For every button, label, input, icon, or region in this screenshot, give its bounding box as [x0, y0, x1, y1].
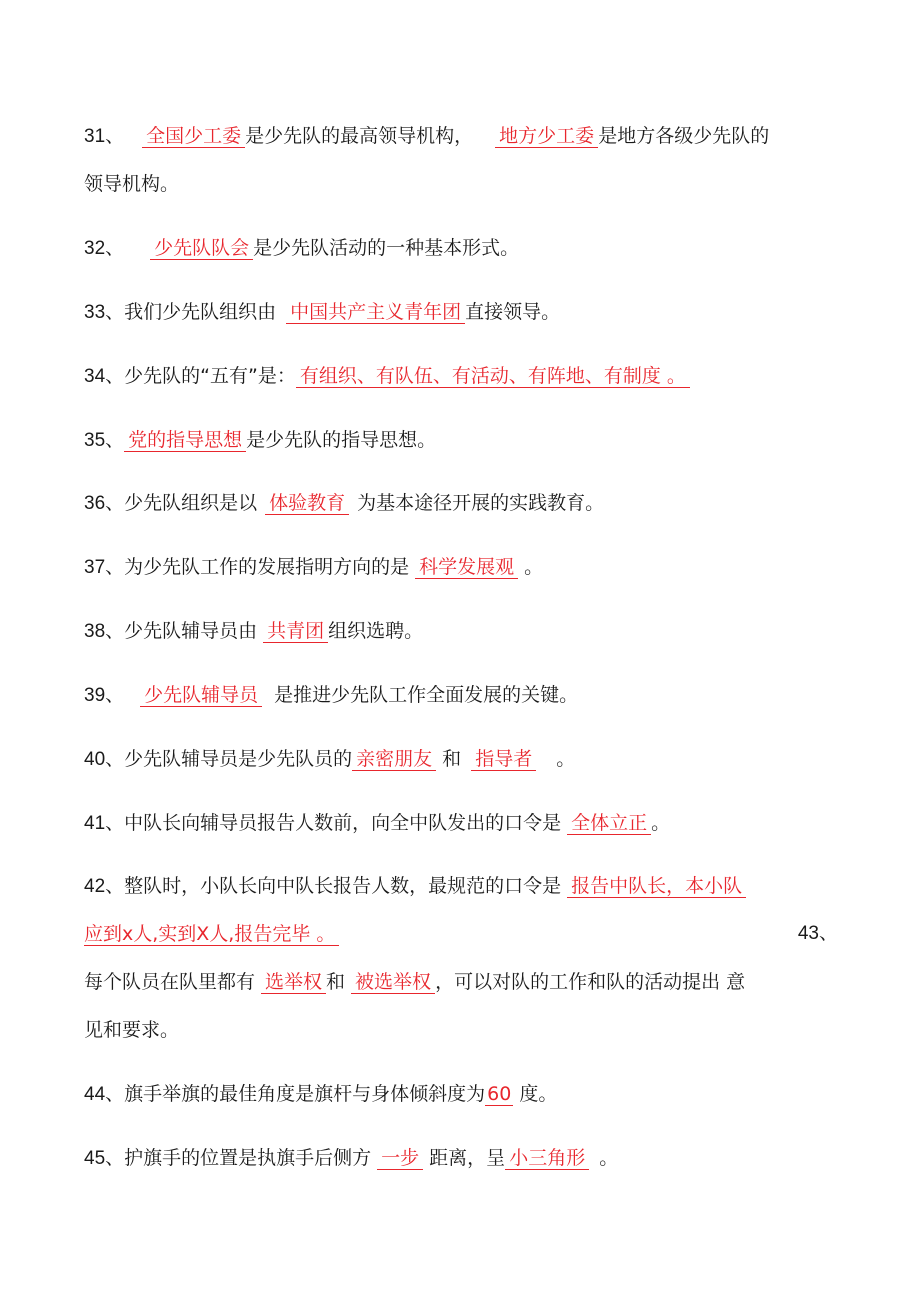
question-34 — [84, 364, 838, 389]
question-text: 是少先队的指导思想。 — [246, 429, 437, 451]
question-41 — [84, 811, 838, 836]
question-text: 整队时，小队长向中队长报告人数，最规范的口令是 — [124, 875, 562, 897]
question-number: 33、 — [84, 302, 125, 323]
question-text: 。 — [524, 556, 544, 578]
question-number: 32、 — [84, 238, 125, 259]
question-text: 和 — [326, 971, 346, 993]
question-text: 每个队员在队里都有 — [84, 971, 256, 993]
question-text: 少先队组织是以 — [124, 492, 258, 514]
question-number: 38、 — [84, 621, 125, 642]
answer-blank: 体验教育 — [265, 492, 349, 515]
question-37 — [84, 555, 838, 580]
question-number: 37、 — [84, 557, 125, 578]
question-text: 是推进少先队工作全面发展的关键。 — [274, 684, 579, 706]
question-text: 领导机构。 — [84, 173, 180, 195]
question-number: 39、 — [84, 685, 125, 706]
answer-blank: 中国共产主义青年团 — [286, 301, 465, 324]
question-number: 44、 — [84, 1084, 125, 1105]
answer-blank: 全体立正 — [567, 812, 651, 835]
question-43 — [84, 970, 838, 994]
question-text: 旗手举旗的最佳角度是旗杆与身体倾斜度为 — [124, 1083, 486, 1105]
question-36 — [84, 491, 838, 516]
question-42 — [84, 874, 838, 899]
answer-blank: 应到x人,实到X人,报告完毕 。 — [84, 923, 339, 946]
answer-blank: 少先队队会 — [150, 237, 253, 260]
answer-blank: 地方少工委 — [495, 125, 598, 148]
question-45 — [84, 1146, 838, 1171]
answer-blank: 选举权 — [261, 971, 326, 994]
answer-blank: 小三角形 — [505, 1147, 589, 1170]
question-text: 。 — [651, 812, 671, 834]
question-33 — [84, 300, 838, 325]
question-35 — [84, 428, 838, 453]
question-number: 36、 — [84, 493, 125, 514]
question-number: 31、 — [84, 126, 125, 147]
question-43-continued — [84, 1018, 838, 1042]
answer-blank: 科学发展观 — [415, 556, 518, 579]
answer-blank: 有组织、有队伍、有活动、有阵地、有制度 。 — [296, 365, 690, 388]
question-32 — [84, 236, 838, 261]
question-42-continued — [84, 922, 838, 946]
question-text: 中队长向辅导员报告人数前，向全中队发出的口令是 — [124, 812, 562, 834]
question-number: 40、 — [84, 749, 125, 770]
question-text: 是少先队活动的一种基本形式。 — [253, 237, 520, 259]
question-text: 。 — [556, 748, 576, 770]
question-38 — [84, 619, 838, 644]
question-text: 是地方各级少先队的 — [598, 125, 770, 147]
question-text: 见和要求。 — [84, 1019, 180, 1041]
question-text: 为少先队工作的发展指明方向的是 — [124, 556, 410, 578]
question-40 — [84, 747, 838, 772]
question-text: 。 — [599, 1147, 619, 1169]
question-number: 35、 — [84, 430, 125, 451]
question-39 — [84, 683, 838, 708]
question-text: 距离，呈 — [429, 1147, 506, 1169]
answer-blank: 全国少工委 — [142, 125, 245, 148]
question-31-continued — [84, 172, 838, 196]
answer-blank: 60 — [487, 1083, 512, 1105]
question-text: 和 — [442, 748, 462, 770]
answer-blank: 亲密朋友 — [352, 748, 436, 771]
question-number: 42、 — [84, 876, 125, 897]
question-text: 少先队的“五有”是： — [124, 365, 296, 387]
question-text: 是少先队的最高领导机构， — [245, 125, 474, 147]
question-number: 43、 — [797, 923, 838, 944]
answer-blank: 报告中队长，本小队 — [567, 875, 746, 898]
answer-blank: 党的指导思想 — [124, 429, 246, 452]
question-text: ，可以对队的工作和队的活动提出 意 — [435, 971, 746, 993]
question-text: 直接领导。 — [465, 301, 561, 323]
question-44 — [84, 1082, 838, 1107]
question-text: 为基本途径开展的实践教育。 — [357, 492, 605, 514]
question-text: 少先队辅导员是少先队员的 — [124, 748, 353, 770]
question-number: 41、 — [84, 813, 125, 834]
answer-blank: 少先队辅导员 — [140, 684, 262, 707]
question-number: 34、 — [84, 366, 125, 387]
question-text: 我们少先队组织由 — [124, 301, 277, 323]
question-number: 45、 — [84, 1148, 125, 1169]
question-text: 少先队辅导员由 — [124, 620, 258, 642]
question-31 — [84, 124, 838, 149]
question-text: 度。 — [519, 1083, 558, 1105]
question-text: 护旗手的位置是执旗手后侧方 — [124, 1147, 372, 1169]
answer-blank: 共青团 — [263, 620, 328, 643]
answer-blank: 指导者 — [471, 748, 536, 771]
answer-blank: 被选举权 — [351, 971, 435, 994]
question-text: 组织选聘。 — [328, 620, 424, 642]
answer-blank: 一步 — [377, 1147, 423, 1170]
